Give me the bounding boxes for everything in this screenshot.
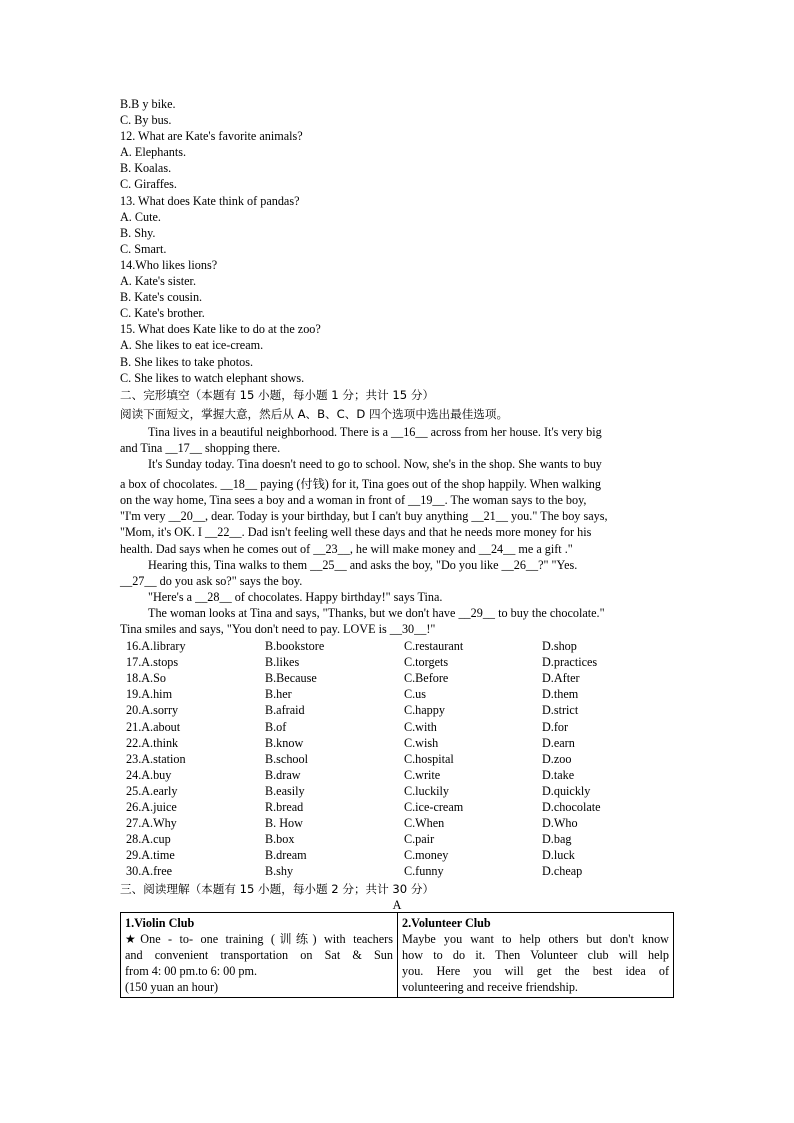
club-cell-volunteer <box>398 912 674 997</box>
option-cell: D.strict <box>542 703 579 718</box>
option-cell: R.bread <box>265 800 304 815</box>
passage-line: It's Sunday today. Tina doesn't need to go to school. Now, she's in the shop. She wants to buy <box>148 457 602 472</box>
option-cell: 28.A.cup <box>126 832 171 847</box>
option-cell: B.school <box>265 751 308 766</box>
section-2-heading: 二、完形填空（本题有 15 小题，每小题 1 分；共计 15 分） <box>120 387 435 402</box>
club-line: and convenient transportation on Sat & Sun <box>125 947 393 962</box>
option-cell: 30.A.free <box>126 864 173 879</box>
passage-line: on the way home, Tina sees a boy and a woman in front of __19__. The woman says to the boy, <box>120 493 587 508</box>
option-cell: 21.A.about <box>126 719 181 734</box>
option-cell: B.afraid <box>265 703 305 718</box>
answer-option: A. Cute. <box>120 209 161 224</box>
passage-line: health. Dad says when he comes out of __23__, he will make money and __24__ me a gift ." <box>120 541 573 556</box>
option-cell: 24.A.buy <box>126 767 172 782</box>
option-row <box>126 751 662 767</box>
passage-line: "Mom, it's OK. I __22__. Dad isn't feeling well these days and that he needs more money for his <box>120 525 592 540</box>
option-cell: C.pair <box>404 832 435 847</box>
option-cell: B.draw <box>265 767 301 782</box>
club-line: (150 yuan an hour) <box>125 979 219 994</box>
option-row <box>126 783 662 799</box>
option-cell: C.write <box>404 767 441 782</box>
option-cell: 27.A.Why <box>126 816 177 831</box>
option-cell: D.After <box>542 671 580 686</box>
option-cell: C.wish <box>404 735 439 750</box>
option-cell: C.us <box>404 687 427 702</box>
club-title: 2.Volunteer Club <box>402 915 491 930</box>
club-line: ★One - to- one training (训练) with teachers <box>125 931 393 946</box>
club-line: you. Here you will get the best idea of <box>402 963 669 978</box>
option-row <box>126 863 662 879</box>
answer-option: B. Shy. <box>120 225 156 240</box>
answer-option: C. She likes to watch elephant shows. <box>120 370 305 385</box>
option-cell: 16.A.library <box>126 639 186 654</box>
option-cell: 20.A.sorry <box>126 703 179 718</box>
passage-line: "Here's a __28__ of chocolates. Happy birthday!" says Tina. <box>148 589 443 604</box>
option-row <box>126 735 662 751</box>
answer-option: C. Giraffes. <box>120 177 177 192</box>
option-cell: C.happy <box>404 703 445 718</box>
passage-line: __27__ do you ask so?" says the boy. <box>120 573 303 588</box>
option-cell: C.money <box>404 848 449 863</box>
passage-line: Tina smiles and says, "You don't need to pay. LOVE is __30__!" <box>120 622 436 636</box>
option-cell: B.know <box>265 735 304 750</box>
cloze-options-table <box>126 638 662 879</box>
passage-label: A <box>392 897 402 912</box>
option-row <box>126 847 662 863</box>
option-cell: C.restaurant <box>404 639 464 654</box>
passage-line: Hearing this, Tina walks to them __25__ and asks the boy, "Do you like __26__?" "Yes. <box>148 557 578 572</box>
option-cell: 19.A.him <box>126 687 173 702</box>
option-cell: D.take <box>542 767 575 782</box>
option-cell: D.practices <box>542 655 598 670</box>
option-cell: D.earn <box>542 735 575 750</box>
option-cell: 29.A.time <box>126 848 175 863</box>
option-cell: D.bag <box>542 832 572 847</box>
option-cell: B. How <box>265 816 303 831</box>
question-15: 15. What does Kate like to do at the zoo? <box>120 322 321 337</box>
passage-paragraph <box>120 557 674 589</box>
answer-option: B. Koalas. <box>120 161 172 176</box>
option-cell: B.likes <box>265 655 300 670</box>
option-cell: 17.A.stops <box>126 655 179 670</box>
passage-line: a box of chocolates. __18__ paying (付钱) for it, Tina goes out of the shop happily. When walking <box>120 477 601 492</box>
option-cell: D.luck <box>542 848 575 863</box>
passage-line: Tina lives in a beautiful neighborhood. There is a __16__ across from her house. It's very big <box>148 424 602 439</box>
option-cell: D.Who <box>542 816 578 831</box>
club-description <box>402 931 669 995</box>
option-cell: B.of <box>265 719 287 734</box>
question-list-top <box>120 96 674 386</box>
option-cell: 18.A.So <box>126 671 166 686</box>
passage-line: The woman looks at Tina and says, "Thanks, but we don't have __29__ to buy the chocolate." <box>148 605 605 620</box>
question-13: 13. What does Kate think of pandas? <box>120 193 300 208</box>
option-cell: B.easily <box>265 783 305 798</box>
option-row <box>126 670 662 686</box>
cloze-passage <box>120 424 674 637</box>
option-cell: D.cheap <box>542 864 583 879</box>
passage-paragraph <box>120 424 674 456</box>
club-line: volunteering and receive friendship. <box>402 979 578 994</box>
option-cell: B.Because <box>265 671 317 686</box>
option-cell: 25.A.early <box>126 783 178 798</box>
option-cell: C.with <box>404 719 437 734</box>
option-row <box>126 815 662 831</box>
passage-paragraph <box>120 605 674 637</box>
option-cell: D.quickly <box>542 783 591 798</box>
section-2-instruction: 阅读下面短文，掌握大意，然后从 A、B、C、D 四个选项中选出最佳选项。 <box>120 406 509 421</box>
answer-option: A. Elephants. <box>120 145 187 160</box>
option-cell: D.zoo <box>542 751 572 766</box>
answer-option: C. Kate's brother. <box>120 306 205 321</box>
option-cell: D.shop <box>542 639 577 654</box>
option-cell: C.ice-cream <box>404 800 464 815</box>
answer-option: B.B y bike. <box>120 97 176 111</box>
passage-paragraph <box>120 589 674 605</box>
option-cell: C.hospital <box>404 751 454 766</box>
option-row <box>126 831 662 847</box>
option-cell: B.dream <box>265 848 307 863</box>
option-cell: 23.A.station <box>126 751 186 766</box>
answer-option: C. Smart. <box>120 241 167 256</box>
option-row <box>126 638 662 654</box>
club-description <box>125 931 393 995</box>
passage-line: "I'm very __20__, dear. Today is your birthday, but I can't buy anything __21__ you." The boy says, <box>120 509 608 524</box>
option-cell: B.her <box>265 687 292 702</box>
option-row <box>126 654 662 670</box>
section-3-heading: 三、阅读理解（本题有 15 小题，每小题 2 分；共计 30 分） <box>120 881 435 896</box>
answer-option: B. Kate's cousin. <box>120 290 203 305</box>
option-cell: C.luckily <box>404 783 450 798</box>
option-cell: D.them <box>542 687 579 702</box>
club-line: from 4: 00 pm.to 6: 00 pm. <box>125 963 258 978</box>
option-cell: D.for <box>542 719 569 734</box>
option-cell: B.bookstore <box>265 639 325 654</box>
option-cell: C.When <box>404 816 445 831</box>
exam-page <box>120 96 674 998</box>
option-row <box>126 799 662 815</box>
option-cell: B.box <box>265 832 295 847</box>
option-row <box>126 702 662 718</box>
clubs-table <box>120 912 674 998</box>
option-cell: 26.A.juice <box>126 800 177 815</box>
option-cell: C.torgets <box>404 655 449 670</box>
option-row <box>126 719 662 735</box>
option-cell: C.funny <box>404 864 444 879</box>
club-cell-violin <box>121 912 398 997</box>
club-line: how to do it. Then Volunteer club will help <box>402 947 669 962</box>
option-row <box>126 686 662 702</box>
passage-line: and Tina __17__ shopping there. <box>120 440 281 455</box>
option-cell: 22.A.think <box>126 735 179 750</box>
option-cell: D.chocolate <box>542 800 601 815</box>
answer-option: A. She likes to eat ice-cream. <box>120 338 264 353</box>
answer-option: C. By bus. <box>120 113 172 128</box>
question-12: 12. What are Kate's favorite animals? <box>120 129 303 144</box>
passage-paragraph <box>120 456 674 557</box>
club-title: 1.Violin Club <box>125 915 195 930</box>
option-cell: C.Before <box>404 671 449 686</box>
club-line: Maybe you want to help others but don't know <box>402 931 669 946</box>
question-14: 14.Who likes lions? <box>120 257 218 272</box>
answer-option: B. She likes to take photos. <box>120 354 254 369</box>
answer-option: A. Kate's sister. <box>120 274 196 289</box>
option-cell: B.shy <box>265 864 294 879</box>
option-row <box>126 767 662 783</box>
